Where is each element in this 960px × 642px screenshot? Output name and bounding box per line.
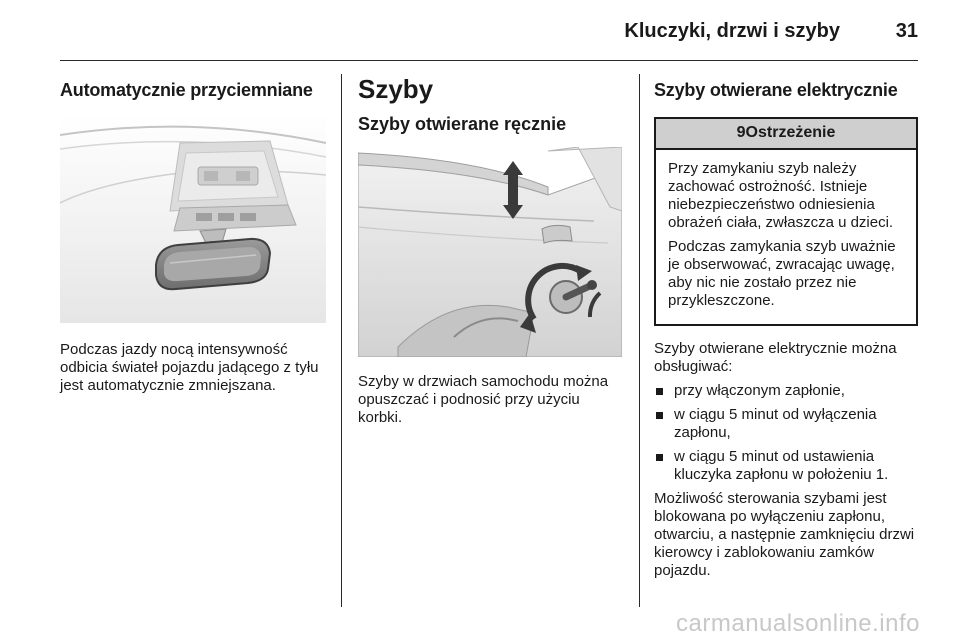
subsection-heading: Szyby otwierane ręcznie [358, 114, 567, 134]
power-windows-closing: Możliwość sterowania szybami jest blokowana po wyłączeniu zapłonu, otwarciu, a następnie zamknięciu drzwi kierowcy i zablokowaniu zamków pojazdu. [654, 490, 915, 579]
warning-title: Ostrzeżenie [745, 124, 836, 141]
warning-paragraph: Przy zamykaniu szyb należy zachować ostrożność. Istnieje niebezpieczeństwo odniesienia obrażeń ciała, zwłaszcza u dzieci. [668, 160, 894, 231]
column-divider [341, 74, 342, 607]
header-title: Kluczyki, drzwi i szyby [624, 20, 840, 42]
warning-box [654, 117, 918, 326]
section-heading: Szyby [358, 74, 434, 104]
auto-dimming-text: Podczas jazdy nocą intensywność odbicia świateł pojazdu jadącego z tyłu jest automatycznie zmniejszana. [60, 341, 319, 394]
conditions-list [654, 382, 918, 484]
column-divider [639, 74, 640, 607]
page-number: 31 [895, 20, 918, 42]
column-auto-dimming [60, 74, 328, 395]
list-item: w ciągu 5 minut od ustawienia kluczyka zapłonu w położeniu 1. [654, 448, 918, 484]
column-power-windows [654, 74, 918, 580]
watermark-text: carmanualsonline.info [676, 610, 920, 637]
warning-paragraph: Podczas zamykania szyb uważnie je obserwować, zwracając uwagę, aby nic nie zostało przez nie przykleszczone. [668, 238, 896, 309]
manual-windows-text: Szyby w drzwiach samochodu można opuszczać i podnosić przy użyciu korbki. [358, 373, 609, 426]
section-heading: Automatycznie przyciemniane [60, 80, 313, 100]
rearview-mirror-illustration [60, 113, 326, 323]
column-windows [358, 74, 624, 427]
warning-body [656, 150, 916, 324]
list-item: w ciągu 5 minut od wyłączenia zapłonu, [654, 406, 918, 442]
section-heading: Szyby otwierane elektrycznie [654, 80, 898, 100]
warning-header [656, 119, 916, 150]
warning-icon: 9 [736, 124, 746, 141]
header-rule [60, 60, 918, 61]
window-crank-illustration [358, 147, 622, 357]
power-windows-intro: Szyby otwierane elektrycznie można obsługiwać: [654, 340, 897, 375]
list-item: przy włączonym zapłonie, [654, 382, 918, 400]
